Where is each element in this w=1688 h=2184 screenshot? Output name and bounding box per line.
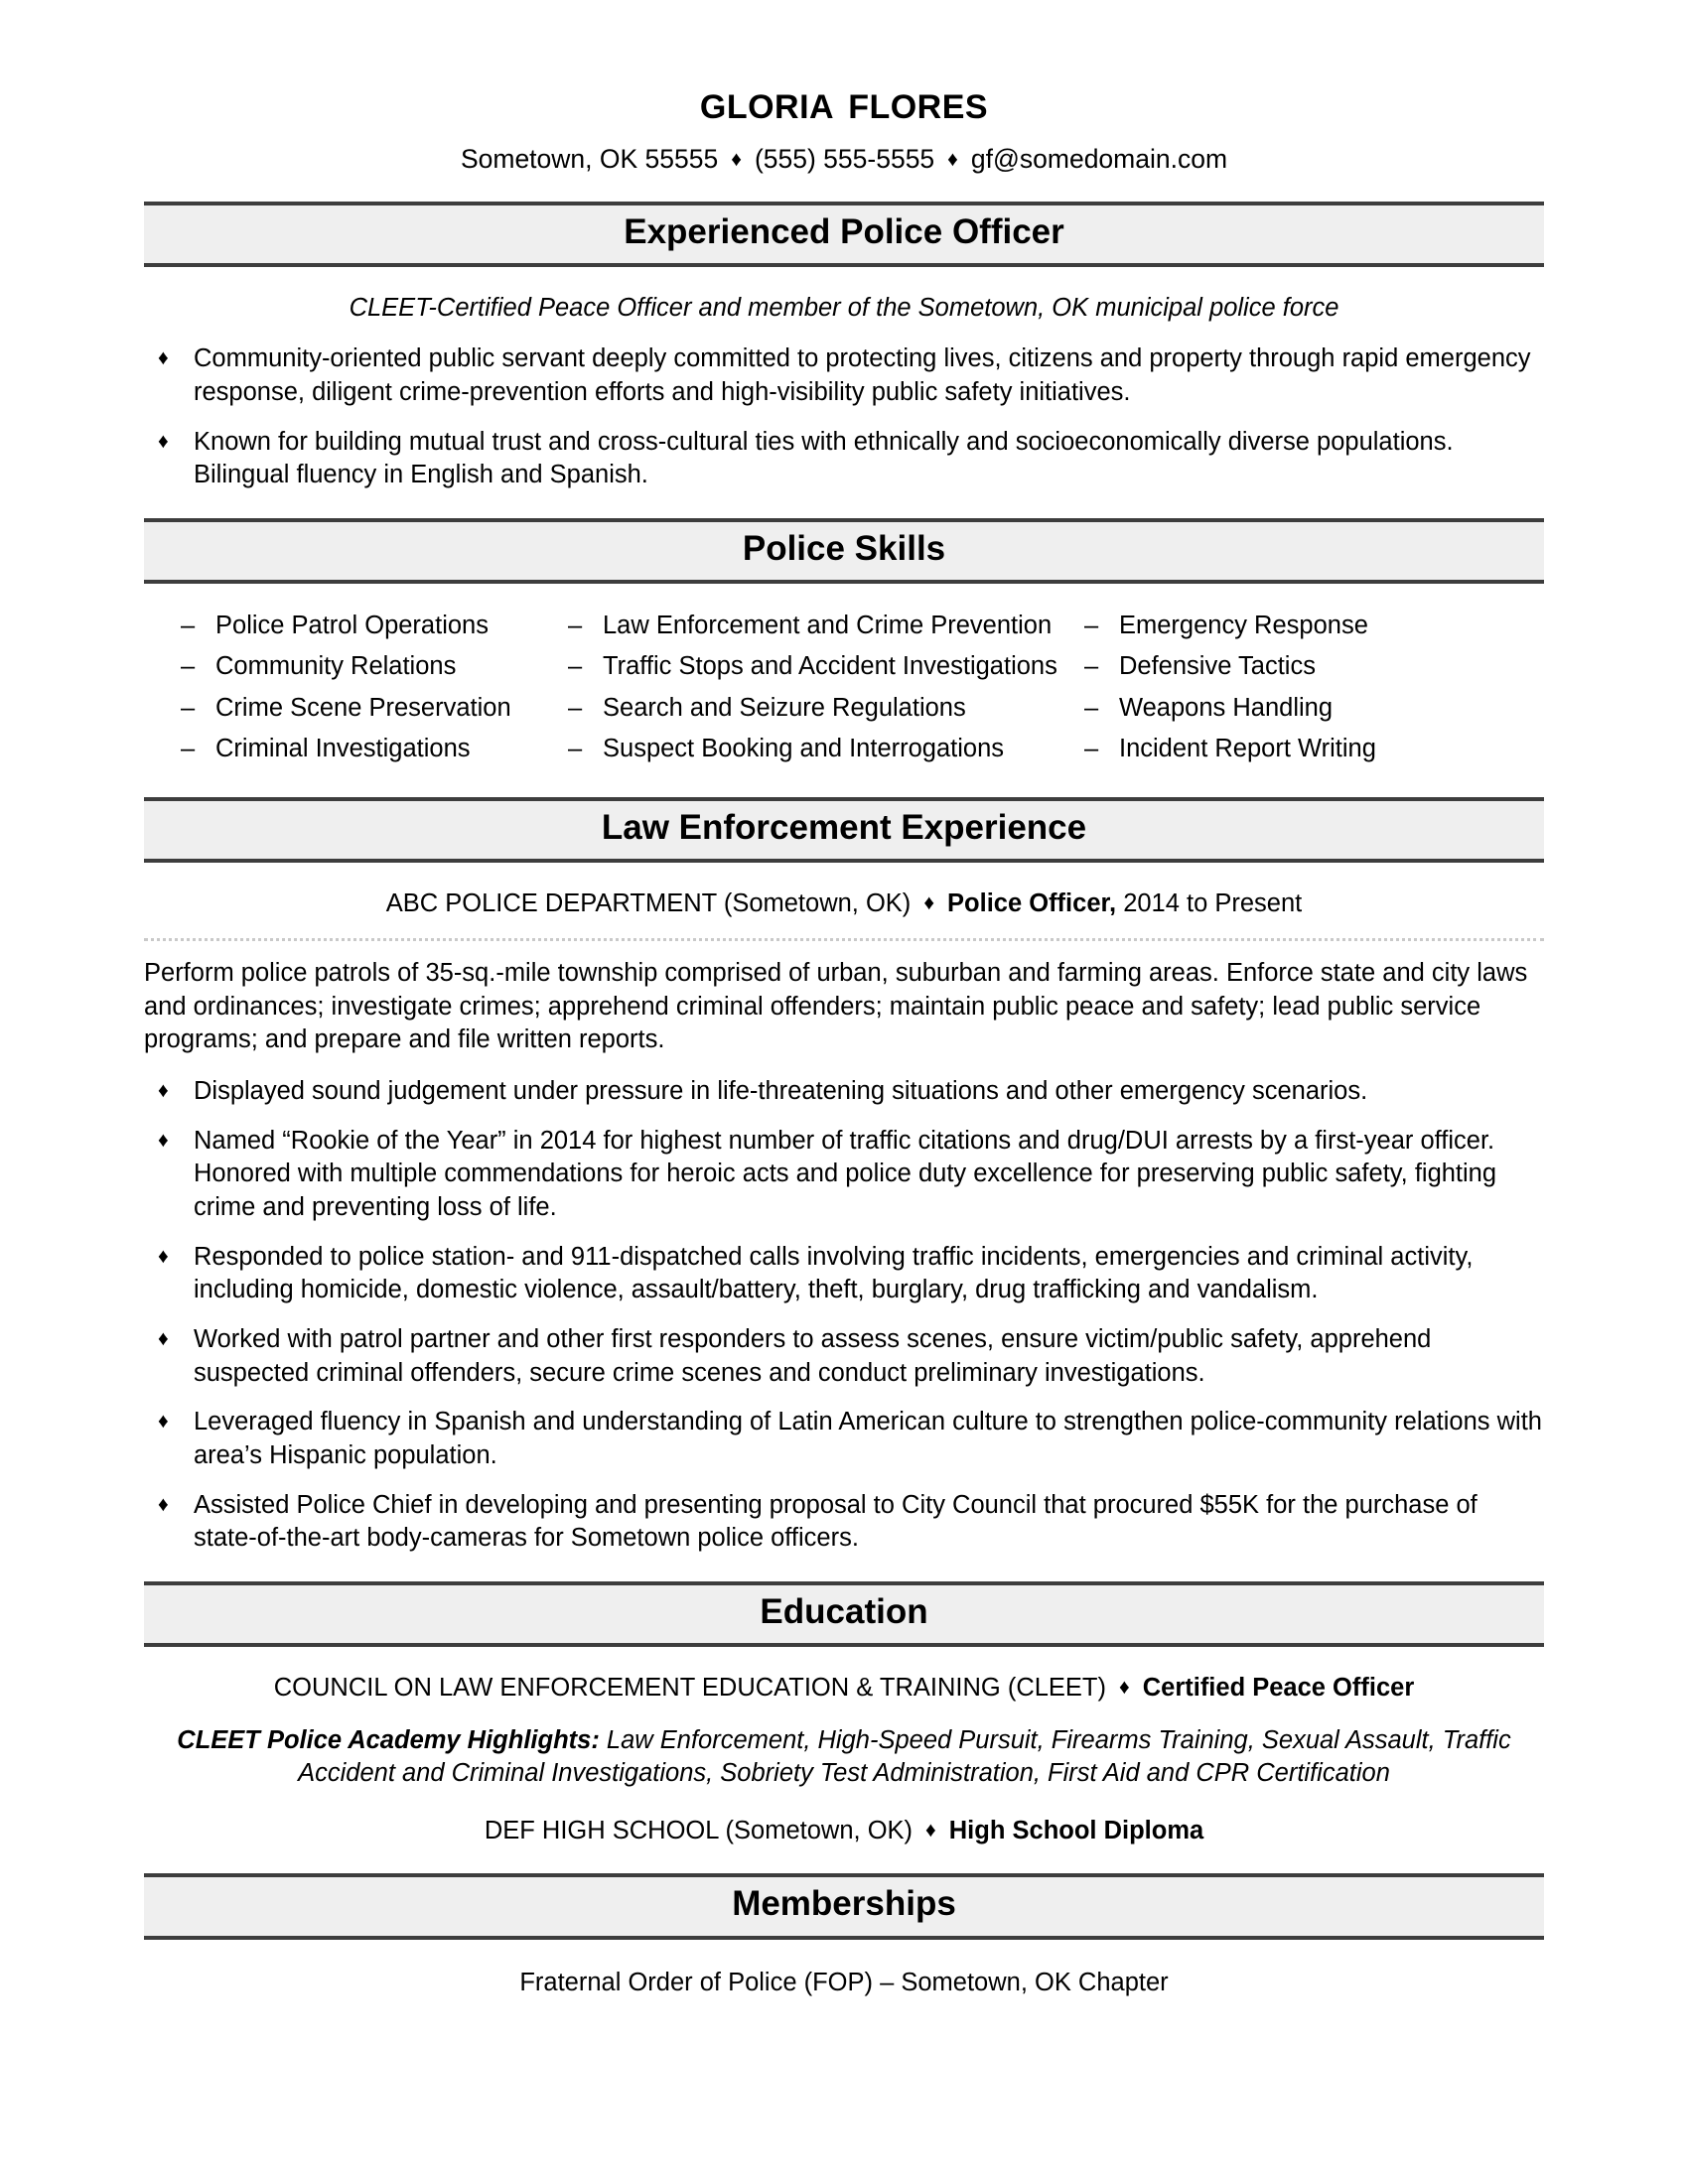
job-bullet-list xyxy=(144,1075,1544,1556)
list-item xyxy=(553,648,1069,684)
contact-line xyxy=(144,144,1544,176)
education-highlights-text: Law Enforcement, High-Speed Pursuit, Firearms Training, Sexual Assault, Traffic Accident and Criminal Investigations, Sobriety Test Administration, First Aid and CPR Certification xyxy=(298,1726,1511,1788)
list-item-text: Search and Seizure Regulations xyxy=(603,693,966,722)
skills-list xyxy=(553,608,1069,766)
skills-list xyxy=(166,608,553,766)
skills-columns xyxy=(144,608,1544,771)
job-divider xyxy=(144,938,1544,941)
list-item xyxy=(1069,690,1467,726)
dash-bullet-icon: – xyxy=(1084,652,1099,681)
job-entry-header xyxy=(144,888,1544,920)
job-employer: ABC POLICE DEPARTMENT (Sometown, OK) xyxy=(385,889,912,918)
dash-bullet-icon: – xyxy=(181,693,196,722)
dash-bullet-icon: – xyxy=(568,693,583,722)
diamond-bullet-icon: ♦ xyxy=(158,429,169,453)
list-item xyxy=(166,690,553,726)
education-highlights-label: CLEET Police Academy Highlights: xyxy=(177,1726,600,1755)
job-description: Perform police patrols of 35-sq.-mile township comprised of urban, suburban and farming areas. Enforce state and city laws and ordinances; investigate crimes; apprehend criminal offenders; maintain public peace and safety; lead public service programs; and prepare and file written reports. xyxy=(144,959,1528,1054)
dash-bullet-icon: – xyxy=(568,612,583,640)
education-credential: High School Diploma xyxy=(948,1817,1204,1845)
education-credential: Certified Peace Officer xyxy=(1142,1674,1415,1703)
list-item xyxy=(553,608,1069,643)
diamond-bullet-icon: ♦ xyxy=(158,1079,169,1103)
list-item xyxy=(144,1075,1544,1109)
list-item xyxy=(144,426,1544,492)
list-item-text: Emergency Response xyxy=(1119,612,1368,640)
list-item-text: Worked with patrol partner and other first responders to assess scenes, ensure victim/public safety, apprehend suspected criminal offenders, secure crime scenes and conduct preliminary investigations. xyxy=(194,1325,1432,1387)
skills-list xyxy=(1069,608,1467,766)
skills-column-1 xyxy=(166,608,553,771)
list-item-text: Criminal Investigations xyxy=(215,734,471,762)
diamond-bullet-icon: ♦ xyxy=(158,1327,169,1351)
list-item xyxy=(144,1489,1544,1556)
summary-bullet-list xyxy=(144,342,1544,492)
list-item xyxy=(1069,731,1467,766)
diamond-bullet-icon: ♦ xyxy=(158,1492,169,1516)
list-item xyxy=(1069,648,1467,684)
diamond-separator-icon: ♦ xyxy=(923,891,935,915)
diamond-separator-icon: ♦ xyxy=(731,148,742,172)
dash-bullet-icon: – xyxy=(181,652,196,681)
section-header-summary: Experienced Police Officer xyxy=(144,202,1544,267)
list-item xyxy=(144,1241,1544,1307)
dash-bullet-icon: – xyxy=(1084,734,1099,762)
job-dates: 2014 to Present xyxy=(1116,889,1303,918)
diamond-bullet-icon: ♦ xyxy=(158,1410,169,1433)
list-item xyxy=(553,731,1069,766)
list-item xyxy=(166,608,553,643)
list-item-text: Community Relations xyxy=(215,652,457,681)
list-item-text: Defensive Tactics xyxy=(1119,652,1316,681)
dash-bullet-icon: – xyxy=(568,734,583,762)
skills-column-3 xyxy=(1069,608,1467,771)
list-item-text: Traffic Stops and Accident Investigations xyxy=(603,652,1057,681)
education-school: COUNCIL ON LAW ENFORCEMENT EDUCATION & TRAINING (CLEET) xyxy=(273,1674,1106,1703)
list-item xyxy=(144,342,1544,409)
dash-bullet-icon: – xyxy=(1084,612,1099,640)
list-item-text: Incident Report Writing xyxy=(1119,734,1376,762)
section-header-experience: Law Enforcement Experience xyxy=(144,797,1544,863)
skills-column-2 xyxy=(553,608,1069,771)
list-item-text: Responded to police station- and 911-dispatched calls involving traffic incidents, emergencies and criminal activity, including homicide, domestic violence, assault/battery, theft, burglary, drug trafficking and vandalism. xyxy=(194,1242,1474,1304)
dash-bullet-icon: – xyxy=(181,734,196,762)
list-item-text: Displayed sound judgement under pressure in life-threatening situations and other emergency scenarios. xyxy=(194,1077,1368,1106)
list-item-text: Assisted Police Chief in developing and presenting proposal to City Council that procured $55K for the purchase of state-of-the-art body-cameras for Sometown police officers. xyxy=(194,1490,1477,1553)
section-header-education: Education xyxy=(144,1581,1544,1647)
contact-phone: (555) 555-5555 xyxy=(754,144,935,175)
dash-bullet-icon: – xyxy=(1084,693,1099,722)
list-item-text: Crime Scene Preservation xyxy=(215,693,511,722)
diamond-bullet-icon: ♦ xyxy=(158,346,169,370)
list-item-text: Suspect Booking and Interrogations xyxy=(603,734,1005,762)
contact-location: Sometown, OK 55555 xyxy=(460,144,719,175)
diamond-separator-icon: ♦ xyxy=(947,148,958,172)
education-school: DEF HIGH SCHOOL (Sometown, OK) xyxy=(484,1817,914,1845)
summary-tagline: CLEET-Certified Peace Officer and member of the Sometown, OK municipal police force xyxy=(349,294,1339,323)
list-item xyxy=(1069,608,1467,643)
dash-bullet-icon: – xyxy=(568,652,583,681)
list-item xyxy=(166,731,553,766)
list-item xyxy=(144,1125,1544,1225)
diamond-separator-icon: ♦ xyxy=(925,1819,936,1843)
list-item-text: Named “Rookie of the Year” in 2014 for highest number of traffic citations and drug/DUI arrests by a first-year officer. Honored with multiple commendations for heroic acts and police duty excellence for preserving public safety, fighting crime and preventing loss of life. xyxy=(194,1126,1497,1222)
section-header-memberships: Memberships xyxy=(144,1873,1544,1939)
list-item xyxy=(144,1323,1544,1390)
list-item-text: Community-oriented public servant deeply committed to protecting lives, citizens and property through rapid emergency response, diligent crime-prevention efforts and high-visibility public safety initiatives. xyxy=(194,344,1531,407)
diamond-separator-icon: ♦ xyxy=(1119,1676,1130,1700)
dash-bullet-icon: – xyxy=(181,612,196,640)
list-item-text: Known for building mutual trust and cross-cultural ties with ethnically and socioeconomically diverse populations. Bilingual fluency in English and Spanish. xyxy=(194,427,1454,489)
section-header-skills: Police Skills xyxy=(144,518,1544,584)
list-item-text: Police Patrol Operations xyxy=(215,612,489,640)
contact-email: gf@somedomain.com xyxy=(970,144,1228,175)
resume-content xyxy=(144,77,1544,1998)
list-item-text: Law Enforcement and Crime Prevention xyxy=(603,612,1053,640)
education-entry-cleet xyxy=(144,1673,1544,1705)
list-item xyxy=(144,1406,1544,1472)
list-item xyxy=(553,690,1069,726)
candidate-name: gloria flores xyxy=(699,75,989,129)
list-item xyxy=(166,648,553,684)
job-title: Police Officer, xyxy=(947,889,1117,918)
list-item-text: Leveraged fluency in Spanish and understanding of Latin American culture to strengthen police-community relations with area’s Hispanic population. xyxy=(194,1408,1542,1470)
diamond-bullet-icon: ♦ xyxy=(158,1128,169,1152)
diamond-bullet-icon: ♦ xyxy=(158,1244,169,1268)
education-highlights xyxy=(144,1724,1544,1790)
membership-entry: Fraternal Order of Police (FOP) – Sometown, OK Chapter xyxy=(519,1968,1169,1996)
education-entry-highschool xyxy=(144,1816,1544,1847)
list-item-text: Weapons Handling xyxy=(1119,693,1334,722)
